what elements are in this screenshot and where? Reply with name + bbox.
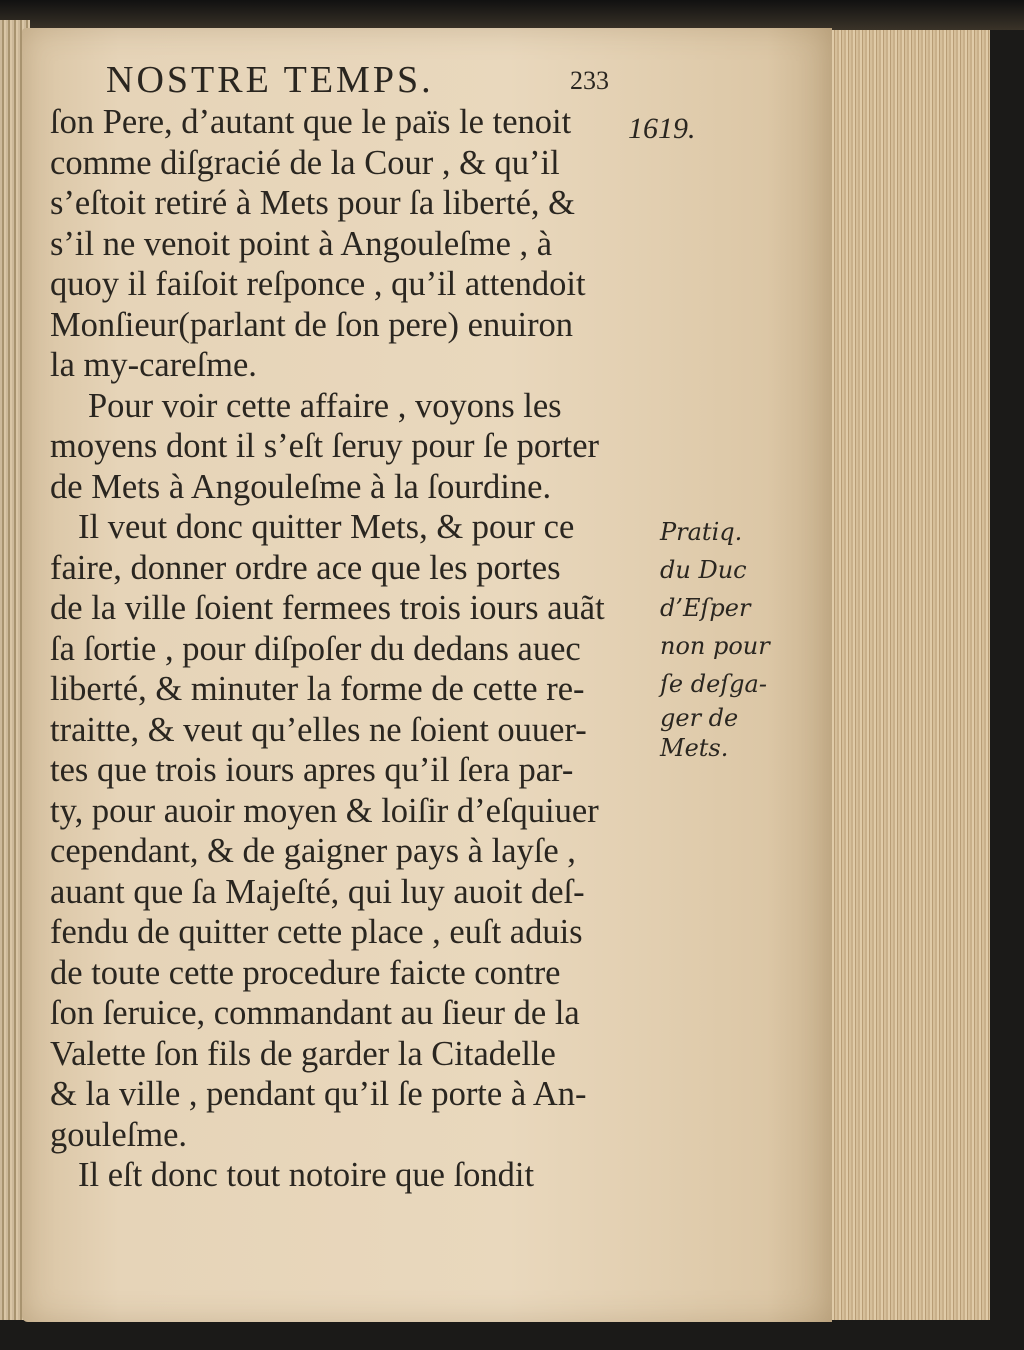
book-binding [0, 0, 1024, 30]
running-header [50, 52, 660, 102]
margin-note: ger de [660, 704, 739, 732]
text-line: de Mets à Angouleſme à la ſourdine. [50, 467, 552, 506]
right-page-edges [830, 30, 990, 1320]
text-line: Pour voir cette affaire , voyons les [88, 386, 562, 425]
margin-note: Mets. [660, 734, 729, 762]
text-line: & la ville , pendant qu’il ſe porte à An- [50, 1075, 587, 1113]
text-line: traitte, & veut qu’elles ne ſoient ouuer- [50, 710, 587, 749]
text-line: quoy il faiſoit reſponce , qu’il attendoit [50, 265, 586, 303]
text-line: ſon Pere, d’autant que le païs le tenoit [50, 103, 572, 141]
margin-note: non pour [660, 632, 770, 660]
text-line: de toute cette procedure faicte contre [50, 953, 561, 992]
text-line: moyens dont il s’eſt ſeruy pour ſe porter [50, 427, 600, 465]
text-line: ſon ſeruice, commandant au ſieur de la [50, 994, 580, 1032]
margin-note: Pratiq. [660, 518, 743, 546]
margin-note: du Duc [660, 556, 747, 584]
running-title: NOSTRE TEMPS. [106, 59, 434, 101]
text-line: Il eſt donc tout notoire que ſondit [78, 1156, 535, 1194]
text-line: auant que ſa Majeſté, qui luy auoit deſ- [50, 872, 585, 911]
text-line: s’il ne venoit point à Angouleſme , à [50, 224, 553, 263]
text-line: fendu de quitter cette place , euſt aduis [50, 913, 583, 951]
text-line: cependant, & de gaigner pays à layſe , [50, 832, 576, 870]
text-line: gouleſme. [50, 1115, 188, 1154]
text-line: Il veut donc quitter Mets, & pour ce [78, 508, 575, 546]
text-line: Valette ſon fils de garder la Citadelle [50, 1034, 556, 1073]
text-line: la my-careſme. [50, 346, 257, 384]
text-line: faire, donner ordre ace que les portes [50, 548, 561, 587]
year-margin-note: 1619. [628, 112, 696, 145]
text-line: s’eſtoit retiré à Mets pour ſa liberté, & [50, 184, 575, 222]
text-line: liberté, & minuter la forme de cette re- [50, 670, 585, 708]
text-line: Monſieur(parlant de ſon pere) enuiron [50, 305, 574, 344]
text-line: ty, pour auoir moyen & loiſir d’eſquiuer [50, 791, 599, 830]
text-line: de la ville ſoient fermees trois iours auãt [50, 589, 605, 627]
page-text [50, 52, 660, 1196]
margin-note: ſe deſga- [660, 670, 767, 698]
page-number: 233 [570, 66, 609, 95]
text-line: tes que trois iours apres qu’il ſera par- [50, 751, 574, 789]
text-line: ſa ſortie , pour diſpoſer du dedans auec [50, 629, 581, 668]
margin-note: d’Eſper [660, 594, 751, 622]
text-line: comme diſgracié de la Cour , & qu’il [50, 143, 560, 182]
